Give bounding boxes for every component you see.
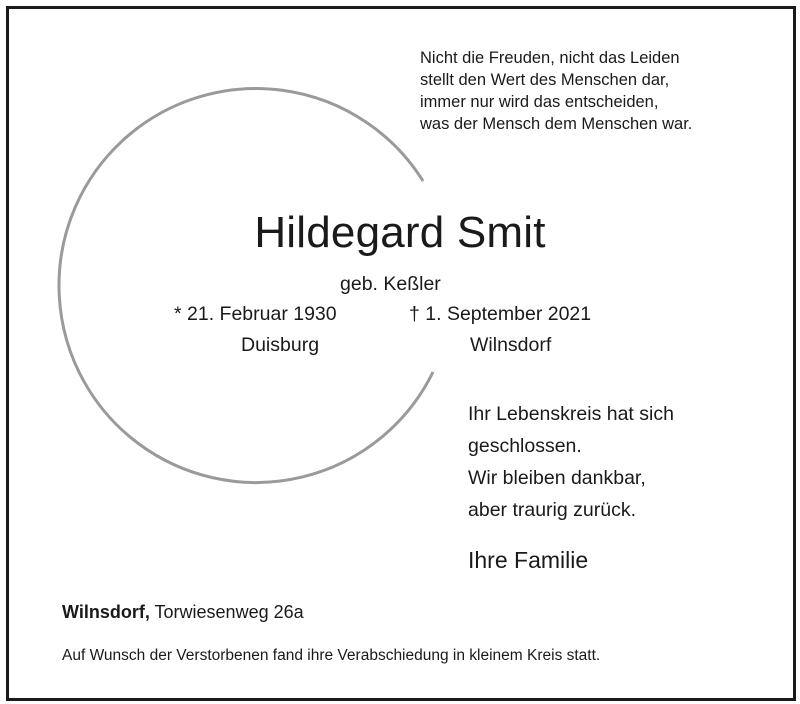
verse-line: Wir bleiben dankbar,: [468, 467, 646, 489]
deceased-name: Hildegard Smit: [254, 208, 546, 257]
verse-line: geschlossen.: [468, 435, 582, 457]
verse-line: Ihr Lebenskreis hat sich: [468, 403, 674, 425]
poem-line: was der Mensch dem Menschen war.: [420, 115, 693, 133]
maiden-name: geb. Keßler: [340, 273, 441, 295]
death-place: Wilnsdorf: [470, 334, 552, 356]
funeral-note: Auf Wunsch der Verstorbenen fand ihre Verabschiedung in kleinem Kreis statt.: [62, 647, 601, 664]
family-signature: Ihre Familie: [468, 547, 589, 573]
birth-date: * 21. Februar 1930: [174, 303, 337, 325]
verse-line: aber traurig zurück.: [468, 499, 636, 521]
farewell-verse: [468, 398, 674, 526]
poem: [420, 47, 692, 135]
poem-line: Nicht die Freuden, nicht das Leiden: [420, 49, 680, 67]
address: [62, 600, 304, 624]
poem-line: immer nur wird das entscheiden,: [420, 93, 659, 111]
address-street: Torwiesenweg 26a: [154, 602, 304, 622]
birth-place: Duisburg: [241, 334, 320, 356]
poem-line: stellt den Wert des Menschen dar,: [420, 71, 670, 89]
death-date: † 1. September 2021: [409, 303, 592, 325]
address-town: Wilnsdorf,: [62, 602, 150, 622]
